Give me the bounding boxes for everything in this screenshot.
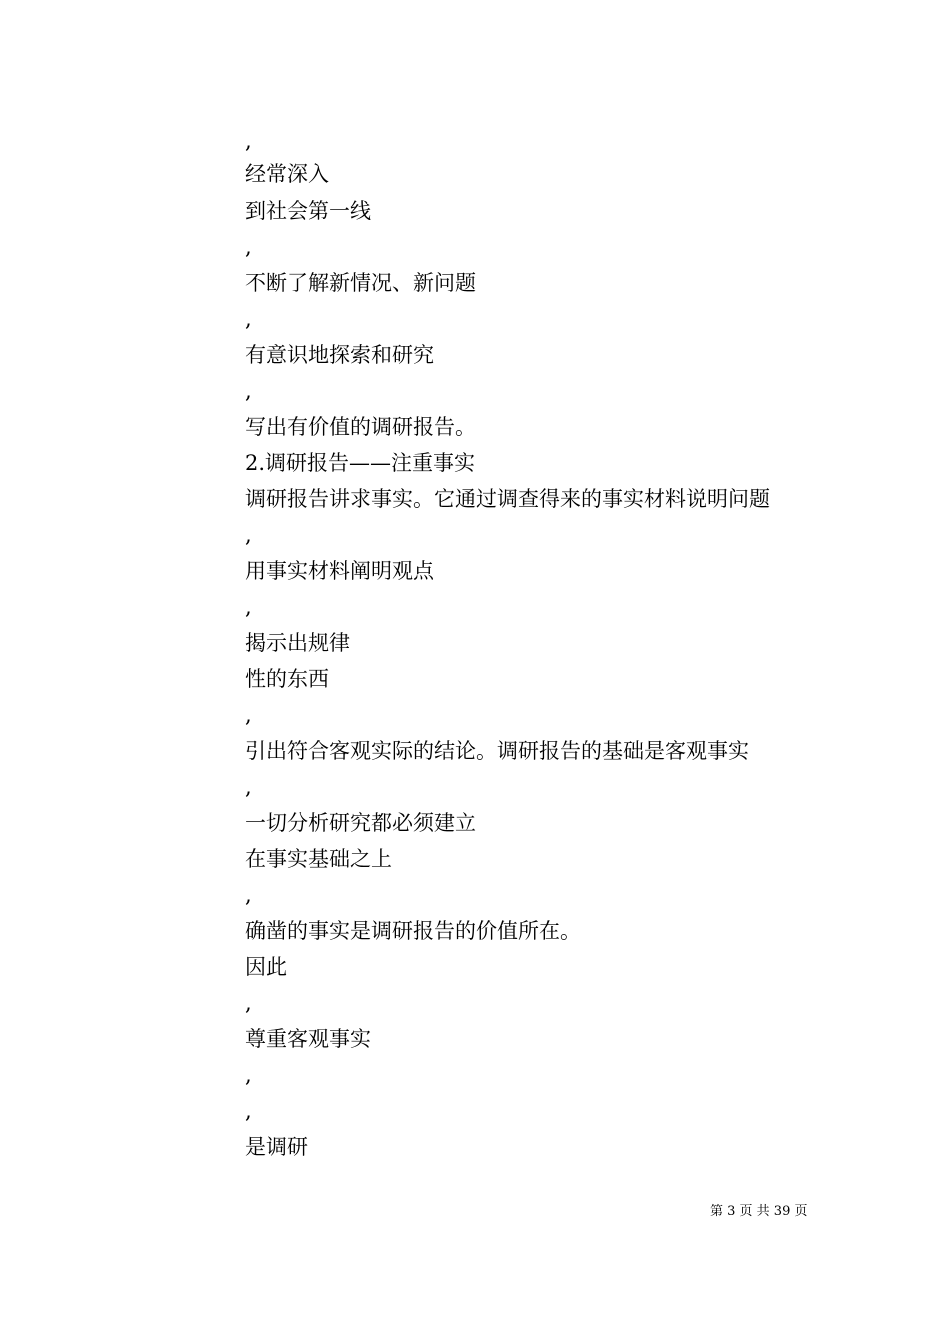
text-line: , xyxy=(245,775,252,799)
text-line: , xyxy=(245,379,252,403)
text-line: , xyxy=(245,703,252,727)
text-line: , xyxy=(245,883,252,907)
text-line: , xyxy=(245,129,252,153)
text-line: , xyxy=(245,595,252,619)
text-line: , xyxy=(245,523,252,547)
text-line: , xyxy=(245,1099,252,1123)
page-number: 第 3 页 共 39 页 xyxy=(710,1204,808,1219)
text-line: , xyxy=(245,1063,252,1087)
text-line: 揭示出规律 xyxy=(245,631,350,655)
text-line: 到社会第一线 xyxy=(245,199,371,223)
text-line: 引出符合客观实际的结论。调研报告的基础是客观事实 xyxy=(245,739,749,763)
text-line: 是调研 xyxy=(245,1135,308,1159)
text-line: 因此 xyxy=(245,955,287,979)
text-line: 用事实材料阐明观点 xyxy=(245,559,434,583)
text-line: 一切分析研究都必须建立 xyxy=(245,811,476,835)
text-line: 经常深入 xyxy=(245,162,329,186)
text-line: 确凿的事实是调研报告的价值所在。 xyxy=(245,919,581,943)
text-line: 在事实基础之上 xyxy=(245,847,392,871)
text-line: 尊重客观事实 xyxy=(245,1027,371,1051)
text-line: 性的东西 xyxy=(245,667,329,691)
text-line: 调研报告讲求事实。它通过调查得来的事实材料说明问题 xyxy=(245,487,770,511)
text-line: , xyxy=(245,235,252,259)
text-line: 有意识地探索和研究 xyxy=(245,343,434,367)
text-line: , xyxy=(245,307,252,331)
text-line: 写出有价值的调研报告。 xyxy=(245,415,476,439)
text-line: , xyxy=(245,991,252,1015)
text-line: 不断了解新情况、新问题 xyxy=(245,271,476,295)
section-heading: 2.调研报告——注重事实 xyxy=(245,451,476,475)
